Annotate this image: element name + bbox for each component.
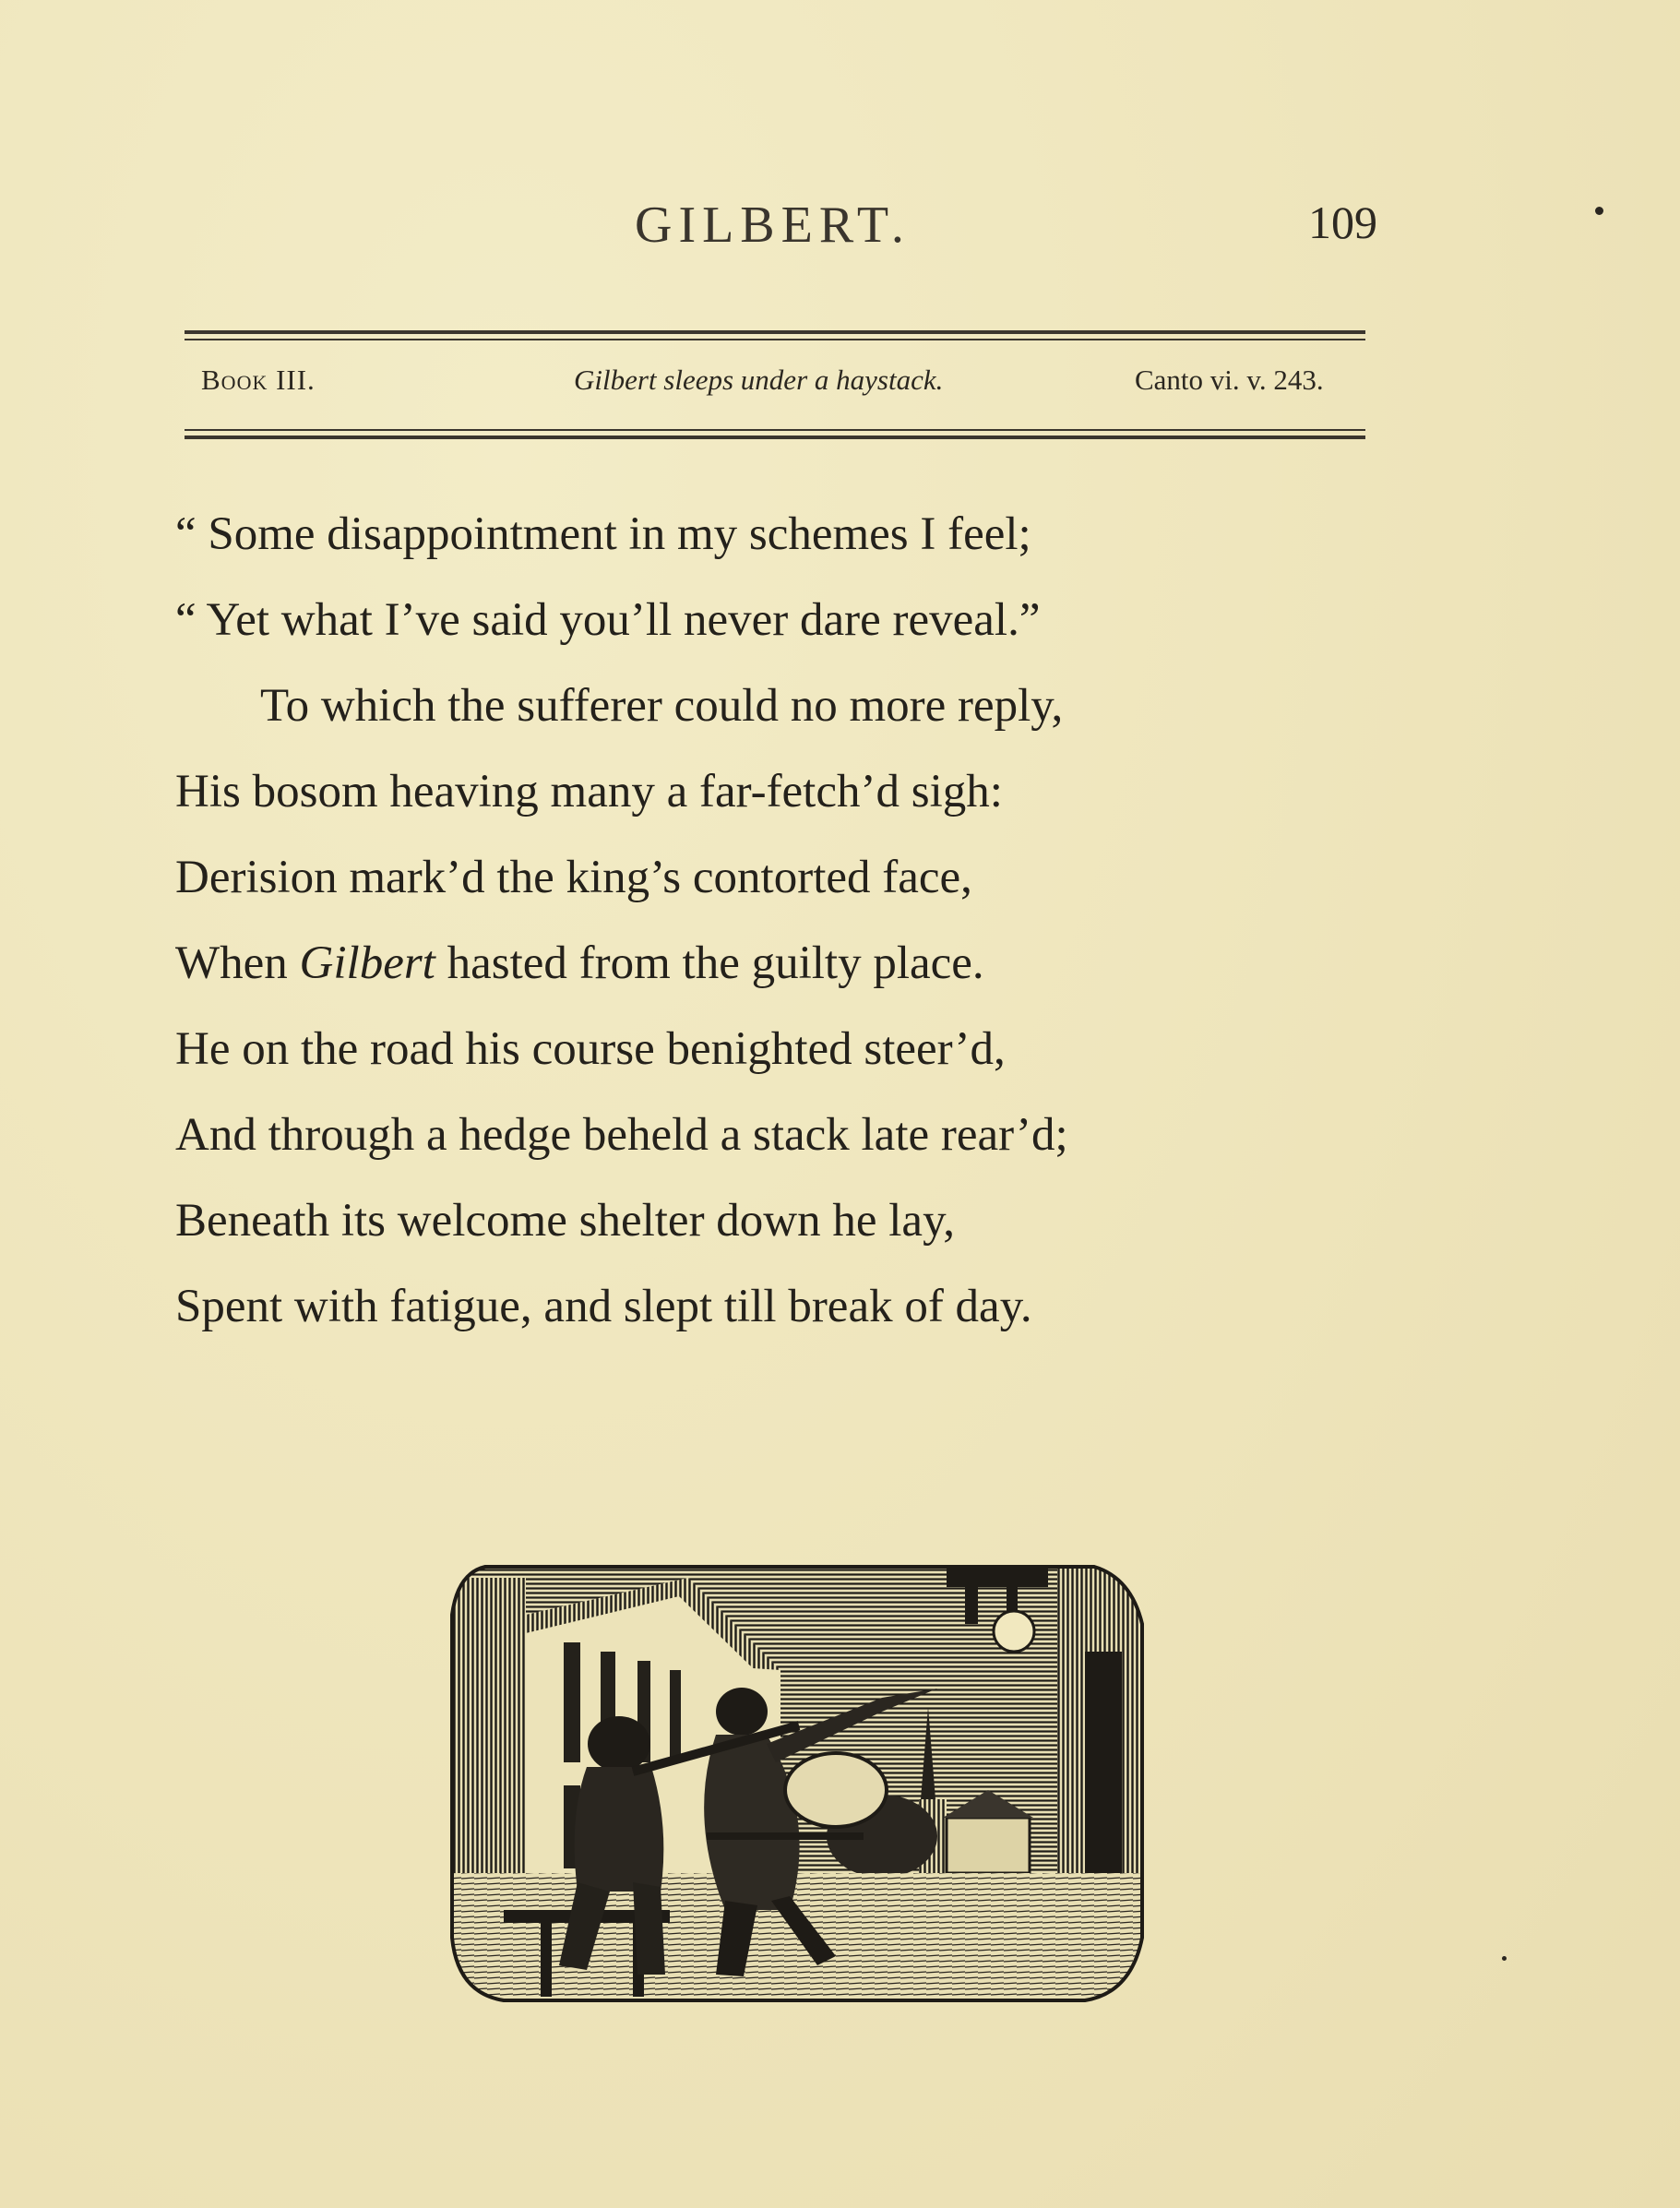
- verse-line: Spent with fatigue, and slept till break of day.: [175, 1281, 1032, 1332]
- verse-line: Derision mark’d the king’s contorted face,: [175, 852, 972, 903]
- ink-speck: [1502, 1956, 1507, 1961]
- page-number: 109: [1308, 197, 1377, 248]
- verse-line: His bosom heaving many a far-fetch’d sigh:: [175, 766, 1003, 818]
- ink-speck: [1595, 207, 1603, 215]
- canto-label: Canto vi. v. 243.: [1135, 364, 1324, 396]
- header-rule-bottom-thick: [185, 436, 1365, 439]
- verse-line: And through a hedge beheld a stack late rear’d;: [175, 1109, 1068, 1161]
- header-rule-top-thick: [185, 330, 1365, 334]
- verse-line: To which the sufferer could no more reply,: [260, 680, 1064, 732]
- verse-text: hasted from the guilty place.: [435, 937, 984, 989]
- verse-line: [175, 935, 1068, 1020]
- header-rule-bottom-thin: [185, 429, 1365, 431]
- header-rule-top-thin: [185, 339, 1365, 340]
- verse-line: He on the road his course benighted steer’d,: [175, 1023, 1006, 1075]
- verse-name-gilbert: Gilbert: [299, 937, 435, 989]
- subject-label: Gilbert sleeps under a haystack.: [574, 364, 944, 396]
- verse-line: “ Yet what I’ve said you’ll never dare reveal.”: [175, 594, 1041, 646]
- woodcut-vignette: [448, 1559, 1146, 2004]
- verse-block: [175, 506, 1068, 1364]
- running-title: GILBERT.: [635, 197, 911, 254]
- book-label: Book III.: [201, 364, 316, 396]
- verse-text: When: [175, 937, 300, 989]
- verse-line: Beneath its welcome shelter down he lay,: [175, 1195, 956, 1247]
- verse-line: “ Some disappointment in my schemes I feel;: [175, 508, 1031, 560]
